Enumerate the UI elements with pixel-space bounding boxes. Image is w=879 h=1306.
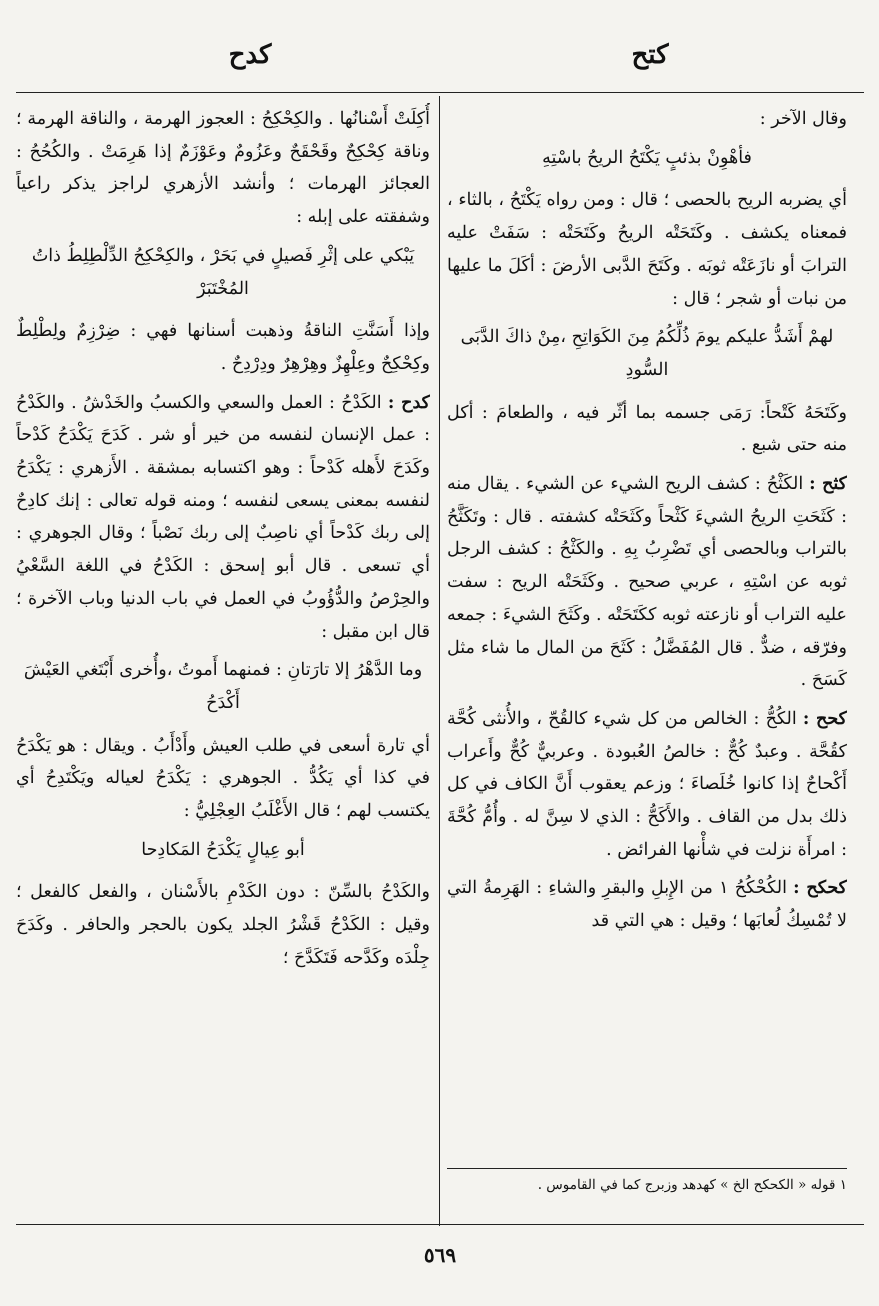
- entry-text: والكَدْحُ بالسِّنّ : دون الكَدْمِ بالأَسْنان ، والفعل كالفعل ؛ وقيل : الكَدْحُ قَشْرُ الجلد يكون بالحجر والحافر . وكَدَحَ جِلْدَه وكَدَّحه فَتَكَدَّحَ ؛: [16, 882, 430, 968]
- verse-line: [16, 654, 430, 719]
- paragraph: [16, 730, 430, 828]
- entry-text: أي تارة أسعى في طلب العيش وأَدْأَبُ . ويقال : هو يَكْدَحُ في كذا أي يَكُدُّ . الجوهري : يَكْدَحُ لعياله ويَكْتَدِحُ أي يكتسب لهم ؛ قال الأَغْلَبُ العِجْلِيُّ :: [16, 735, 430, 822]
- entry-text: أبو عِيالٍ يَكْدَحُ المَكادِحا: [141, 839, 305, 860]
- dictionary-entry: [16, 387, 430, 649]
- entry-text: يَبْكي على إثْرِ فَصيلٍ في بَحَرْ ، والكِحْكِحُ الدِّلْطِلِطُ ذاتُ المُخْتَبَرْ: [31, 245, 415, 299]
- entry-headword: كحكح :: [793, 878, 847, 899]
- running-header-left: كدح: [228, 40, 272, 70]
- paragraph: [16, 103, 430, 234]
- entry-headword: كحح :: [802, 708, 847, 729]
- entry-text: وإذا أَسَنَّتِ الناقةُ وذهبت أسنانها فهي : ضِرْزِمٌ ولِطْلِطٌ وكِحْكِحٌ وعِلْهِزٌ وهِرْهِرٌ ودِرْدِحٌ .: [16, 321, 430, 374]
- paragraph: [447, 397, 847, 462]
- entry-text: وقال الآخر :: [759, 109, 847, 129]
- entry-text: أُكِلَتْ أَسْنانُها . والكِحْكِحُ : العجوز الهرمة ، والناقة الهرمة ؛ وناقة كِحْكِحٌ وقَحْقَحٌ وعَزُومٌ وعَوْزَمٌ إذا هَرِمَتْ . والكُحُحُ : العجائز الهرمات ؛ وأنشد الأزهري لراجز يذكر راعياً وشفقته على إبله :: [16, 109, 430, 228]
- dictionary-entry: [447, 468, 847, 697]
- verse-line: [447, 321, 847, 386]
- page-number: ٥٦٩: [423, 1243, 457, 1267]
- left-column: [16, 103, 430, 1225]
- dictionary-entry: [447, 872, 847, 937]
- dictionary-entry: [447, 703, 847, 867]
- entry-headword: كثح :: [809, 474, 847, 495]
- paragraph: [16, 315, 430, 380]
- running-header-right: كتح: [631, 40, 669, 70]
- right-column: [447, 103, 847, 1225]
- entry-text: وما الدَّهْرُ إلا تارَتانِ : فمنهما أَموتُ ،وأُخرى أَبْتَغي العَيْشَ أَكْدَحُ: [23, 660, 423, 713]
- verse-line: [447, 142, 847, 175]
- header-rule: [16, 92, 864, 93]
- entry-text: فأهْوِنْ بذئبٍ يَكْتَحُ الريحُ باسْتِهِ: [542, 147, 752, 168]
- paragraph: [16, 876, 430, 974]
- verse-line: [16, 834, 430, 867]
- verse-line: [16, 240, 430, 305]
- entry-text: الكَثْحُ : كشف الريح الشيء عن الشيء . يقال منه : كَثَحَتِ الريحُ الشيءَ كَثْحاً وكَثَحَتْه كشفته . قال : وتَكَثَّحُ بالتراب وبالحصى أي تَضْرِبُ بِهِ . والكَثْحُ : كشف الرجل ثوبه عن اسْتِهِ ، عربي صحيح . وكَثَحَتْه الريح : سفت عليه التراب أو نازعته ثوبه ككَتَحَتْه . وكَثَحَ الشيءَ : جمعه وفرّقه ، ضدٌّ . قال المُفَضَّلُ : كَثَحَ من المال ما شاء مثل كَسَحَ .: [447, 474, 847, 691]
- entry-text: الكُحُّ : الخالص من كل شيء كالقُحّ ، والأُنثى كُحَّة كقُحَّة . وعبدٌ كُحٌّ : خالصُ العُبودة . وعربيٌّ كُحٌّ وأَعراب أَكْحاحٌ إذا كانوا خُلَصاءَ ؛ وزعم يعقوب أَنَّ الكاف في كل ذلك بدل من القاف . والأَكَحُّ : الذي لا سِنَّ له . وأُمُّ كُحَّةَ : امرأَة نزلت في شأْنها الفرائض .: [447, 708, 847, 860]
- column-divider: [439, 96, 440, 1226]
- paragraph: [447, 103, 847, 136]
- footnote: ١ قوله « الكحكح الخ » كهدهد وزبرج كما في القاموس .: [537, 1177, 847, 1193]
- entry-text: لهمْ أَشَدُّ عليكم يومَ ذُلِّكُمُ مِنَ الكَوَاتِحِ ،مِنْ ذاكَ الدَّبَى السُّودِ: [460, 327, 834, 380]
- entry-headword: كدح :: [387, 392, 430, 413]
- paragraph: [447, 184, 847, 315]
- entry-text: الكُحْكُحُ ١ من الإِبلِ والبقرِ والشاءِ : الهَرِمةُ التي لا تُمْسِكُ لُعابَها ؛ وقيل : هي التي قد: [447, 878, 847, 932]
- entry-text: أي يضربه الريح بالحصى ؛ قال : ومن رواه يَكْتَحُ ، بالثاء ، فمعناه يكشف . وكَتَحَتْه الريحُ وكَتَحَتْه : سَفَتْ عليه الترابَ أو نازَعَتْه ثوبَه . وكَتَحَ الدَّبى الأرضَ : أكَلَ ما عليها من نبات أو شجر ؛ قال :: [447, 190, 847, 309]
- entry-text: وكَتَحَهُ كَتْحاً: رَمَى جسمه بما أثّر فيه ، والطعامَ : أكل منه حتى شبع .: [447, 402, 847, 456]
- entry-text: الكَدْحُ : العمل والسعي والكسبُ والخَدْشُ . والكَدْحُ : عمل الإنسان لنفسه من خير أو شر . كَدَحَ يَكْدَحُ كَدْحاً وكَدَحَ لأَهله كَدْحاً : وهو اكتسابه بمشقة . الأَزهري : يَكْدَحُ لنفسه بمعنى يسعى لنفسه ؛ ومنه قوله تعالى : إنك كادِحٌ إلى ربك كَدْحاً أي ناصِبٌ إلى ربك نَصْباً ؛ وقال الجوهري : أي تسعى . قال أبو إسحق : الكَدْحُ في اللغة السَّعْيُ والحِرْصُ والدُّؤُوبُ في العمل في باب الدنيا وباب الآخرة ؛ قال ابن مقبل :: [16, 392, 430, 642]
